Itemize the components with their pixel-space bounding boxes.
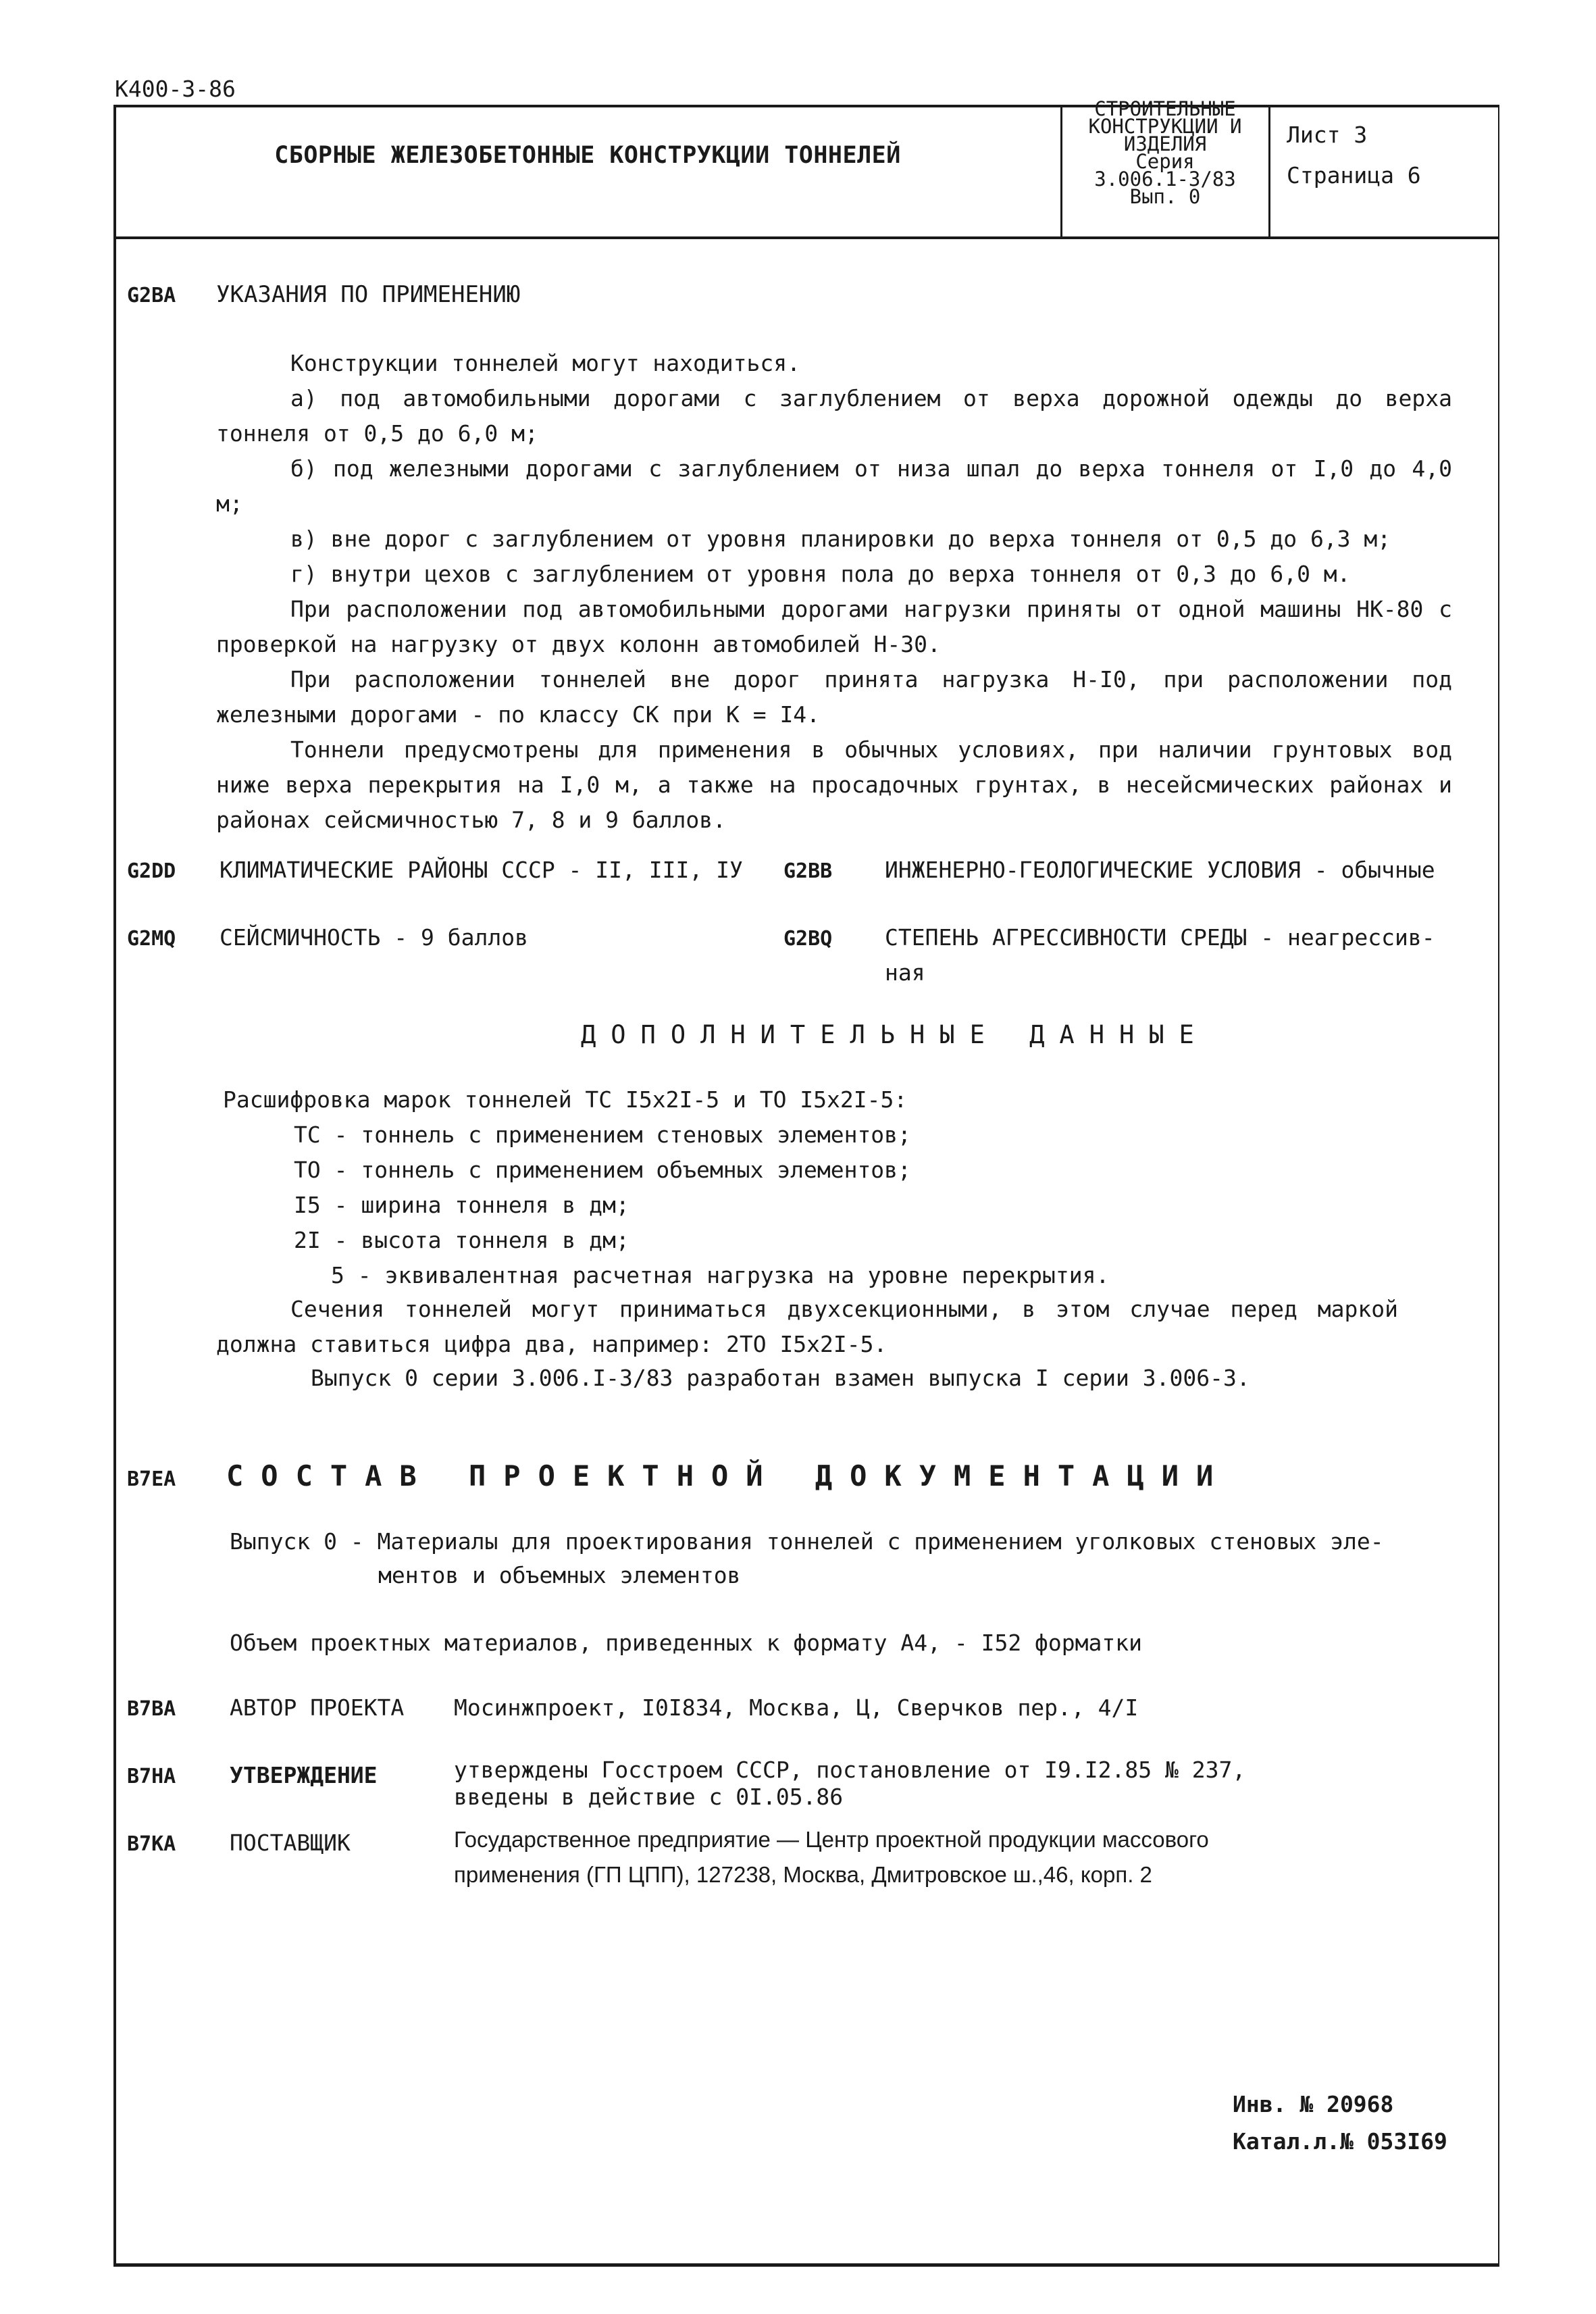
- seismicity: СЕЙСМИЧНОСТЬ - 9 баллов: [220, 924, 528, 951]
- aggressiveness-cont: ная: [885, 959, 925, 986]
- section-code: B7HA: [127, 1765, 176, 1788]
- series-line: КОНСТРУКЦИИ И: [1088, 115, 1242, 138]
- additional-note: [216, 1292, 1398, 1362]
- author-label: АВТОР ПРОЕКТА: [230, 1694, 405, 1721]
- section-code: B7EA: [127, 1467, 176, 1491]
- usage-body: [216, 346, 1452, 838]
- usage-paragraph: При расположении под автомобильными дорогами нагрузки приняты от одной машины НК-80 с проверкой на нагрузку от двух колонн автомобилей Н-30.: [216, 596, 1452, 657]
- usage-paragraph: а) под автомобильными дорогами с заглублением от верха дорожной одежды до верха тоннеля от 0,5 до 6,0 м;: [216, 385, 1452, 447]
- series-line: 3.006.1-3/83: [1094, 168, 1236, 191]
- header-divider-2: [1268, 105, 1270, 236]
- marks-intro: Расшифровка марок тоннелей ТС I5x2I-5 и ТО I5x2I-5:: [223, 1086, 908, 1113]
- climate-regions: КЛИМАТИЧЕСКИЕ РАЙОНЫ СССР - II, III, IУ: [220, 857, 743, 883]
- usage-heading: УКАЗАНИЯ ПО ПРИМЕНЕНИЮ: [216, 281, 521, 308]
- approval-line: введены в действие с 0I.05.86: [454, 1784, 844, 1810]
- header-top-rule: [113, 105, 1499, 107]
- section-code: G2DD: [127, 859, 176, 883]
- supplier-line: Государственное предприятие — Центр проектной продукции массового: [454, 1827, 1209, 1852]
- author-text: Мосинжпроект, I0I834, Москва, Ц, Сверчков пер., 4/I: [454, 1694, 1139, 1721]
- series-line: СТРОИТЕЛЬНЫЕ: [1094, 97, 1236, 120]
- page-number: Страница 6: [1287, 162, 1421, 188]
- section-code: G2BQ: [783, 927, 833, 951]
- section-code: B7BA: [127, 1697, 176, 1721]
- additional-heading: ДОПОЛНИТЕЛЬНЫЕ ДАННЫЕ: [581, 1020, 1209, 1049]
- composition-heading: СОСТАВ ПРОЕКТНОЙ ДОКУМЕНТАЦИИ: [226, 1459, 1231, 1492]
- marks-item: I5 - ширина тоннеля в дм;: [294, 1192, 629, 1218]
- supplier-label: ПОСТАВЩИК: [230, 1830, 351, 1856]
- header-bottom-rule: [113, 236, 1499, 239]
- series-block: [1064, 97, 1266, 208]
- catalog-number: Катал.л.№ 053I69: [1233, 2128, 1447, 2155]
- usage-paragraph: б) под железными дорогами с заглублением от низа шпал до верха тоннеля от I,0 до 4,0 м;: [216, 455, 1452, 517]
- approval-label: УТВЕРЖДЕНИЕ: [230, 1762, 378, 1788]
- section-code: G2BB: [783, 859, 833, 883]
- issue-description-cont: ментов и объемных элементов: [378, 1562, 741, 1588]
- document-title: СБОРНЫЕ ЖЕЛЕЗОБЕТОННЫЕ КОНСТРУКЦИИ ТОННЕЛЕЙ: [274, 142, 901, 169]
- issue-replacement: Выпуск 0 серии 3.006.I-3/83 разработан взамен выпуска I серии 3.006-3.: [311, 1365, 1250, 1391]
- inventory-number: Инв. № 20968: [1233, 2091, 1394, 2117]
- usage-paragraph: в) вне дорог с заглублением от уровня планировки до верха тоннеля от 0,5 до 6,3 м;: [290, 526, 1391, 552]
- geological-conditions: ИНЖЕНЕРНО-ГЕОЛОГИЧЕСКИЕ УСЛОВИЯ - обычные: [885, 857, 1435, 883]
- usage-paragraph: Тоннели предусмотрены для применения в обычных условиях, при наличии грунтовых вод ниже верха перекрытия на I,0 м, а также на просадочных грунтах, в несейсмических районах и районах сейсмичностью 7, 8 и 9 баллов.: [216, 736, 1452, 833]
- series-line: Вып. 0: [1129, 185, 1201, 208]
- section-code: B7KA: [127, 1832, 176, 1856]
- approval-line: утверждены Госстроем СССР, постановление от I9.I2.85 № 237,: [454, 1757, 1246, 1783]
- aggressiveness: СТЕПЕНЬ АГРЕССИВНОСТИ СРЕДЫ - неагрессив-: [885, 924, 1435, 951]
- usage-paragraph: г) внутри цехов с заглублением от уровня пола до верха тоннеля от 0,3 до 6,0 м.: [290, 561, 1351, 587]
- sheet-block: [1287, 115, 1421, 196]
- note-paragraph: Сечения тоннелей могут приниматься двухсекционными, в этом случае перед маркой должна ставиться цифра два, например: 2ТО I5x2I-5.: [216, 1296, 1398, 1357]
- marks-item: ТО - тоннель с применением объемных элементов;: [294, 1157, 911, 1183]
- section-code: G2MQ: [127, 927, 176, 951]
- sheet-number: Лист 3: [1287, 122, 1368, 148]
- document-code: К400-3-86: [115, 76, 236, 102]
- series-line: Серия: [1135, 150, 1195, 173]
- marks-item: 2I - высота тоннеля в дм;: [294, 1227, 629, 1253]
- header-divider-1: [1060, 105, 1062, 236]
- usage-paragraph: При расположении тоннелей вне дорог принята нагрузка Н-I0, при расположении под железными дорогами - по классу СК при К = I4.: [216, 666, 1452, 728]
- series-line: ИЗДЕЛИЯ: [1123, 132, 1207, 155]
- supplier-line: применения (ГП ЦПП), 127238, Москва, Дмитровское ш.,46, корп. 2: [454, 1862, 1152, 1887]
- volume: Объем проектных материалов, приведенных к формату А4, - I52 форматки: [230, 1630, 1143, 1656]
- marks-item: 5 - эквивалентная расчетная нагрузка на уровне перекрытия.: [331, 1262, 1110, 1288]
- issue-description: Выпуск 0 - Материалы для проектирования тоннелей с применением уголковых стеновых эле-: [230, 1528, 1384, 1555]
- usage-paragraph: Конструкции тоннелей могут находиться.: [290, 350, 800, 376]
- marks-item: ТС - тоннель с применением стеновых элементов;: [294, 1122, 911, 1148]
- section-code: G2BA: [127, 284, 176, 307]
